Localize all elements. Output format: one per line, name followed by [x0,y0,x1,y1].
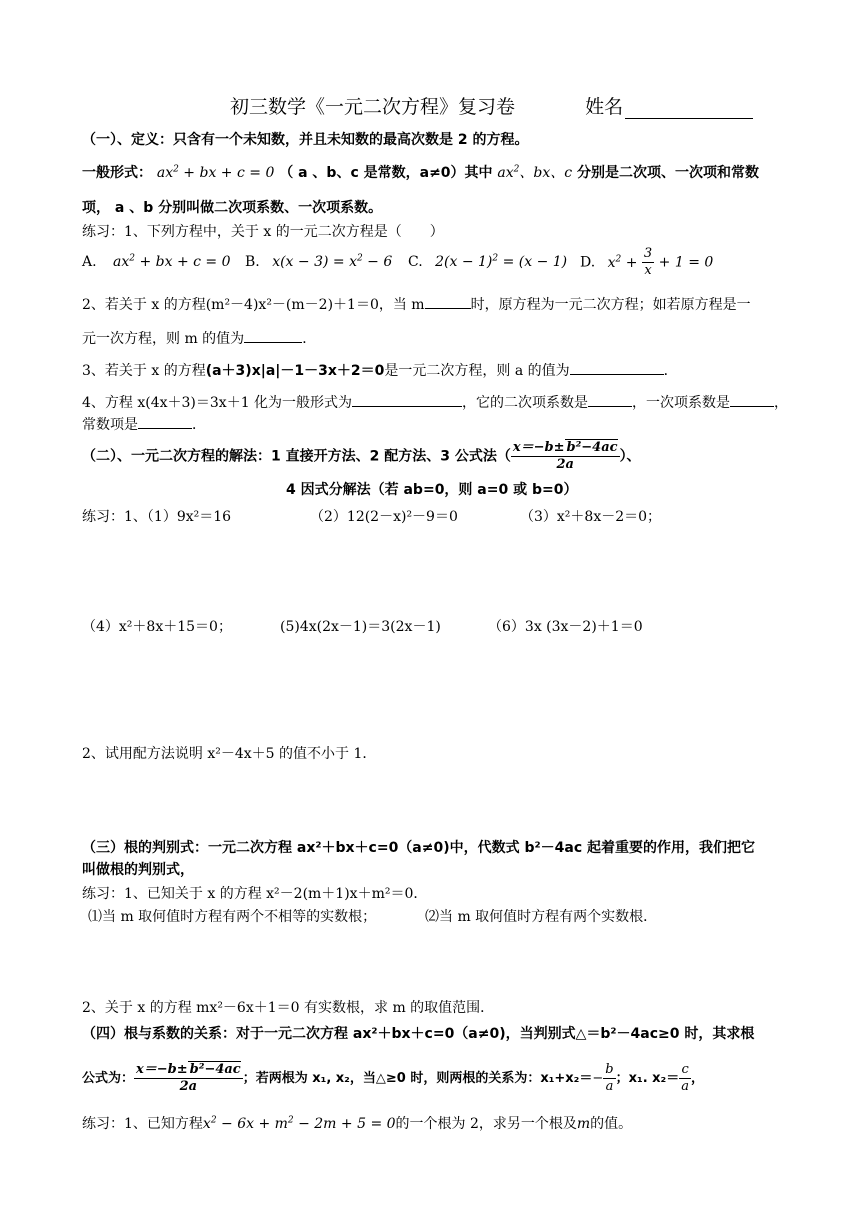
s2-p1: 练习：1、（1）9x²＝16 [82,509,232,525]
ex2-blank-1[interactable] [425,294,471,309]
ex4-blank-4[interactable] [138,414,192,429]
s3-ex2: 2、关于 x 的方程 mx²－6x＋1＝0 有实数根，求 m 的取值范围． [82,1000,495,1016]
s3-ex1: 练习：1、已知关于 x 的方程 x²－2(m＋1)x＋m²＝0． [82,886,428,902]
s4-formula-line: 公式为： $\frac{\text{x＝−b± b²−4ac}}{2a}$ ；若两根为 x₁, x₂，当△≥0 时，则两根的关系为：x₁+x₂＝− $\frac{b}{a}$ ；x₁. x₂＝ $\frac{c}{a}$ ， [82,1062,705,1094]
s1-ex2-cont: 元一次方程，则 m 的值为 ． [82,328,316,349]
s1-heading: （一）、定义：只含有一个未知数，并且未知数的最高次数是 2 的方程。 [82,132,529,148]
ex4-blank-3[interactable] [730,392,774,407]
s3-heading: （三）根的判别式：一元二次方程 ax²＋bx＋c=0（a≠0)中，代数式 b²－4ac 起着重要的作用，我们把它 [82,840,756,856]
name-blank[interactable] [625,100,753,119]
s1-general-form-cont: 项， a 、b 分别叫做二次项系数、一次项系数。 [82,200,383,216]
s1-ex3: 3、若关于 x 的方程(a＋3)x|a|－1－3x＋2＝0是一元二次方程，则 a 的值为 ． [82,360,678,381]
option-d[interactable]: D. $x^2$ + $\frac{3}{x}$ + 1 = 0 [580,246,714,278]
s2-p2: （2）12(2－x)²－9＝0 [310,509,458,525]
ex3-blank[interactable] [570,360,664,375]
s2-heading-cont: 4 因式分解法（若 ab=0，则 a=0 或 b=0） [286,482,578,498]
page-title [230,92,753,119]
option-a[interactable]: A. $ax^2$ + bx + c = 0 [82,253,231,270]
option-c[interactable]: C. $2(x - 1)^2 = (x - 1)$ [408,253,568,270]
s4-heading: （四）根与系数的关系：对于一元二次方程 ax²＋bx＋c=0（a≠0)，当判别式△＝b²－4ac≥0 时，其求根 [82,1026,755,1042]
s3-ex1b: ⑵当 m 取何值时方程有两个实数根． [425,909,658,925]
s1-ex4: 4、方程 x(4x＋3)＝3x＋1 化为一般形式为 ，它的二次项系数是 ，一次项系数是 ， [82,392,788,413]
ex2-blank-2[interactable] [244,328,302,343]
s2-p4: （4）x²＋8x＋15＝0； [82,619,232,635]
name-label: 姓名 [585,96,624,118]
s1-ex2: 2、若关于 x 的方程(m²－4)x²－(m－2)＋1＝0，当 m 时，原方程为一元二次方程；如若原方程是一 [82,294,751,315]
s3-heading-cont: 叫做根的判别式， [82,862,194,878]
option-b[interactable]: B. $x(x - 3) = x^2 - 6$ [245,253,393,270]
s1-ex1: 练习：1、下列方程中，关于 x 的一元二次方程是（ ） [82,224,444,240]
s1-ex4-cont: 常数项是 ． [82,414,206,435]
ex4-blank-2[interactable] [588,392,632,407]
s2-ex2: 2、试用配方法说明 x²－4x＋5 的值不小于 1． [82,746,377,762]
s2-p6: （6）3x (3x－2)＋1＝0 [488,619,643,635]
s1-general-form: 一般形式： $ax^2$ + bx + c = 0 （ a 、b、c 是常数，a≠0）其中 $ax^2$、bx、c 分别是二次项、一次项和常数 [82,164,759,181]
s2-heading: （二）、一元二次方程的解法：1 直接开方法、2 配方法、3 公式法（ $\frac{\text{x＝−b± b²−4ac}}{2a}$ ）、 [82,440,641,472]
s4-ex1: 练习：1、已知方程$x^2 - 6x + m^2 - 2m + 5 = 0$的一个根为 2，求另一个根及m的值。 [82,1115,633,1132]
s2-p5: (5)4x(2x－1)＝3(2x－1) [280,619,441,635]
s2-p3: （3）x²＋8x－2＝0； [520,509,662,525]
s3-ex1a: ⑴当 m 取何值时方程有两个不相等的实数根； [88,909,377,925]
ex4-blank-1[interactable] [352,392,462,407]
title-text: 初三数学《一元二次方程》复习卷 [230,96,516,118]
